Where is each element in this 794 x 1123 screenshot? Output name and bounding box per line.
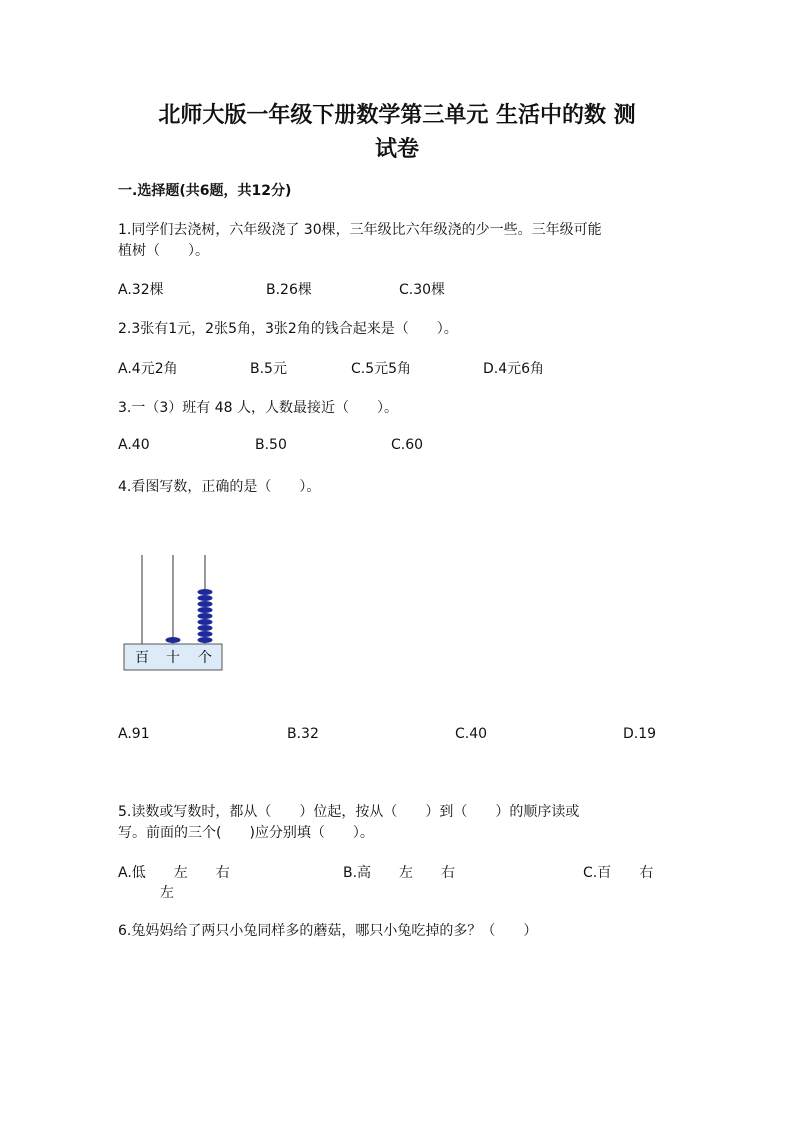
abacus-bead: [198, 595, 213, 601]
question-4-option-b: B.32: [287, 726, 319, 742]
question-2-option-d: D.4元6角: [483, 361, 545, 377]
question-1-text: 1.同学们去浇树，六年级浇了 30棵，三年级比六年级浇的少一些。三年级可能: [118, 222, 602, 238]
abacus-figure: [118, 545, 228, 675]
question-2-option-c: C.5元5角: [351, 361, 412, 377]
abacus-bead: [198, 613, 213, 619]
question-4-text: 4.看图写数，正确的是（ ）。: [118, 479, 321, 495]
page-title: 北师大版一年级下册数学第三单元 生活中的数 测: [158, 102, 636, 128]
question-2-text: 2.3张有1元，2张5角，3张2角的钱合起来是（ ）。: [118, 321, 458, 337]
abacus-label-ones: 个: [198, 650, 212, 666]
question-1-text-continued: 植树（ ）。: [118, 243, 209, 259]
question-1-option-c: C.30棵: [399, 282, 446, 298]
page-title-continued: 试卷: [374, 136, 419, 162]
question-3-option-a: A.40: [118, 437, 150, 453]
abacus-label-hundreds: 百: [135, 650, 149, 666]
question-1-option-b: B.26棵: [266, 282, 312, 298]
abacus-bead: [198, 589, 213, 595]
abacus-bead: [198, 625, 213, 631]
question-5-option-c-wrap: 左: [160, 885, 174, 901]
abacus-bead: [198, 607, 213, 613]
question-5-option-b: B.高 左 右: [343, 865, 456, 881]
abacus-bead: [198, 601, 213, 607]
question-5-option-c: C.百 右: [583, 865, 654, 881]
abacus-bead: [198, 619, 213, 625]
question-4-option-a: A.91: [118, 726, 150, 742]
question-2-option-a: A.4元2角: [118, 361, 178, 377]
question-5-text-continued: 写。前面的三个( )应分别填（ ）。: [118, 825, 374, 841]
abacus-bead: [198, 631, 213, 637]
abacus-bead: [198, 637, 213, 643]
question-5-option-a: A.低 左 右: [118, 865, 230, 881]
question-3-text: 3.一（3）班有 48 人，人数最接近（ ）。: [118, 400, 398, 416]
question-5-text: 5.读数或写数时，都从（ ）位起，按从（ ）到（ ）的顺序读或: [118, 804, 580, 820]
question-4-option-d: D.19: [623, 726, 657, 742]
abacus-bead: [166, 637, 181, 643]
section-heading: 一.选择题(共6题，共12分): [118, 183, 292, 199]
abacus-label-tens: 十: [166, 650, 180, 666]
question-3-option-c: C.60: [391, 437, 424, 453]
question-3-option-b: B.50: [255, 437, 287, 453]
question-6-text: 6.兔妈妈给了两只小兔同样多的蘑菇，哪只小兔吃掉的多？（ ）: [118, 923, 538, 939]
abacus-svg: [118, 545, 228, 675]
question-1-option-a: A.32棵: [118, 282, 164, 298]
question-4-option-c: C.40: [455, 726, 488, 742]
question-2-option-b: B.5元: [250, 361, 287, 377]
